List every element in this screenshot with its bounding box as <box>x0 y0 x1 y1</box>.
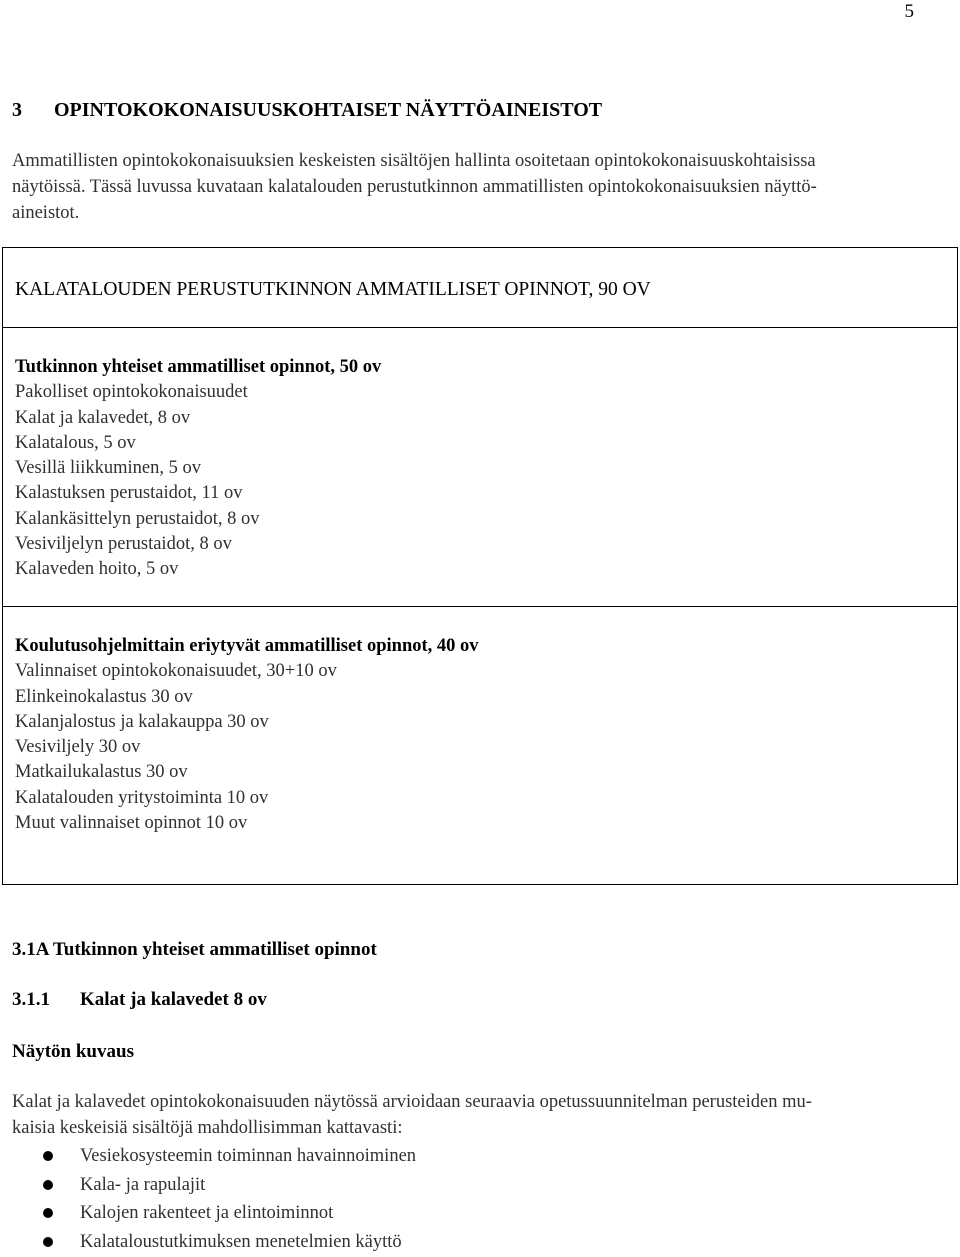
list-item: Valinnaiset opintokokonaisuudet, 30+10 ov <box>15 659 479 684</box>
chapter-title: OPINTOKOKONAISUUSKOHTAISET NÄYTTÖAINEISTOT <box>54 99 602 121</box>
bullet-text: Kala- ja rapulajit <box>80 1175 205 1195</box>
section-heading: 3.1A Tutkinnon yhteiset ammatilliset opinnot <box>12 938 377 962</box>
bullet-text: Kalataloustutkimuksen menetelmien käyttö <box>80 1232 402 1252</box>
curriculum-table <box>2 247 958 885</box>
intro-line: aineistot. <box>12 200 952 226</box>
bullet-icon <box>43 1208 53 1218</box>
core-studies-heading: Tutkinnon yhteiset ammatilliset opinnot, 50 ov <box>15 355 381 380</box>
list-item: Muut valinnaiset opinnot 10 ov <box>15 811 479 836</box>
description-line: kaisia keskeisiä sisältöjä mahdollisimman kattavasti: <box>12 1115 952 1141</box>
list-item: Kalaveden hoito, 5 ov <box>15 557 381 582</box>
bullet-text: Kalojen rakenteet ja elintoiminnot <box>80 1203 333 1223</box>
list-item: Pakolliset opintokokonaisuudet <box>15 380 381 405</box>
elective-studies-heading: Koulutusohjelmittain eriytyvät ammatilliset opinnot, 40 ov <box>15 634 479 659</box>
chapter-number: 3 <box>12 97 54 123</box>
content-bullet-list <box>0 1143 416 1257</box>
list-item: Kalanjalostus ja kalakauppa 30 ov <box>15 710 479 735</box>
table-title: KALATALOUDEN PERUSTUTKINNON AMMATILLISET OPINNOT, 90 OV <box>15 278 651 302</box>
list-item: Vesiviljely 30 ov <box>15 735 479 760</box>
description-line: Kalat ja kalavedet opintokokonaisuuden näytössä arvioidaan seuraavia opetussuunnitelman perusteiden mu- <box>12 1089 952 1115</box>
subsection-heading <box>12 988 267 1012</box>
list-item: Matkailukalastus 30 ov <box>15 760 479 785</box>
bullet-item <box>0 1229 416 1257</box>
intro-paragraph <box>12 148 952 226</box>
bullet-text: Vesiekosysteemin toiminnan havainnoiminen <box>80 1146 416 1166</box>
bullet-icon <box>43 1151 53 1161</box>
elective-studies-cell <box>15 634 479 836</box>
list-item: Vesiviljelyn perustaidot, 8 ov <box>15 532 381 557</box>
bullet-icon <box>43 1180 53 1190</box>
bullet-item <box>0 1200 416 1229</box>
description-paragraph <box>12 1089 952 1141</box>
core-studies-cell <box>15 355 381 583</box>
list-item: Kalatalouden yritystoiminta 10 ov <box>15 786 479 811</box>
page-number: 5 <box>905 0 915 24</box>
list-item: Vesillä liikkuminen, 5 ov <box>15 456 381 481</box>
intro-line: Ammatillisten opintokokonaisuuksien keskeisten sisältöjen hallinta osoitetaan opintokokonaisuuskohtaisissa <box>12 148 952 174</box>
list-item: Elinkeinokalastus 30 ov <box>15 685 479 710</box>
list-item: Kalat ja kalavedet, 8 ov <box>15 406 381 431</box>
bullet-item <box>0 1172 416 1201</box>
table-title-row <box>3 248 957 328</box>
description-heading: Näytön kuvaus <box>12 1040 134 1064</box>
list-item: Kalastuksen perustaidot, 11 ov <box>15 481 381 506</box>
subsection-number: 3.1.1 <box>12 988 80 1012</box>
list-item: Kalankäsittelyn perustaidot, 8 ov <box>15 507 381 532</box>
list-item: Kalatalous, 5 ov <box>15 431 381 456</box>
intro-line: näytöissä. Tässä luvussa kuvataan kalatalouden perustutkinnon ammatillisten opintokokonaisuuksien näyttö- <box>12 174 952 200</box>
table-row-core-studies <box>3 328 957 607</box>
chapter-heading <box>12 97 602 123</box>
subsection-title: Kalat ja kalavedet 8 ov <box>80 989 267 1010</box>
bullet-item <box>0 1143 416 1172</box>
table-row-elective-studies <box>3 607 957 884</box>
bullet-icon <box>43 1237 53 1247</box>
